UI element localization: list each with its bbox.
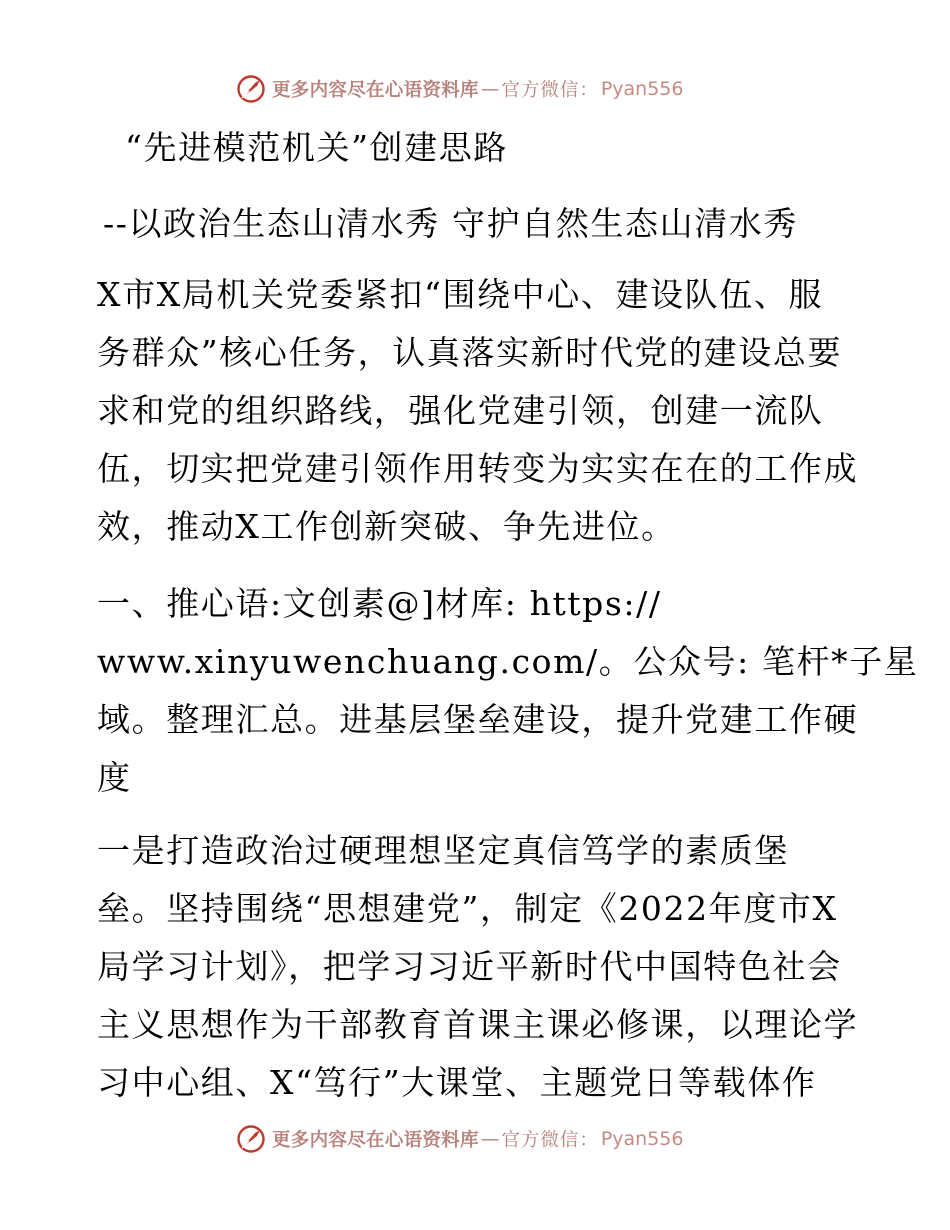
watermark-footer (236, 1122, 683, 1156)
intro-line: 效，推动X工作创新突破、争先进位。 (97, 507, 676, 546)
intro-line: X市X局机关党委紧扣“围绕中心、建设队伍、服 (97, 275, 824, 314)
intro-line: 伍，切实把党建引领作用转变为实实在在的工作成 (97, 449, 859, 488)
watermark-separator: — (480, 1128, 500, 1150)
point-line: 一是打造政治过硬理想坚定真信笃学的素质堡 (97, 831, 789, 870)
quill-pen-logo-icon (236, 1124, 266, 1154)
watermark-header (236, 72, 683, 106)
watermark-text: 更多内容尽在心语资料库 (272, 80, 479, 101)
section-heading-line: 一、推心语:文创素@]材库: https:// (97, 584, 662, 623)
intro-line: 务群众”核心任务，认真落实新时代党的建设总要 (97, 333, 843, 372)
watermark-wechat-id: Pyan556 (600, 1128, 684, 1150)
point-line: 局学习计划》，把学习习近平新时代中国特色社会 (97, 947, 842, 986)
section-heading-line: 度 (97, 758, 132, 797)
watermark-wechat-label: 官方微信： (501, 80, 599, 101)
point-line: 习中心组、X“笃行”大课堂、主题党日等载体作 (97, 1063, 817, 1102)
watermark-text: 更多内容尽在心语资料库 (272, 1130, 479, 1151)
document-title: “先进模范机关”创建思路 (125, 128, 508, 167)
point-line: 垒。坚持围绕“思想建党”，制定《2022年度市X (97, 889, 838, 928)
intro-line: 求和党的组织路线，强化党建引领，创建一流队 (97, 391, 824, 430)
section-heading-line: www.xinyuwenchuang.com/。公众号: 笔杆*子星 (97, 642, 919, 681)
quill-pen-logo-icon (236, 74, 266, 104)
watermark-wechat-id: Pyan556 (600, 78, 684, 100)
section-heading-line: 域。整理汇总。进基层堡垒建设，提升党建工作硬 (97, 700, 859, 739)
document-subtitle: --以政治生态山清水秀 守护自然生态山清水秀 (103, 204, 798, 243)
watermark-separator: — (480, 78, 500, 100)
point-line: 主义思想作为干部教育首课主课必修课，以理论学 (97, 1005, 859, 1044)
watermark-wechat-label: 官方微信： (501, 1130, 599, 1151)
